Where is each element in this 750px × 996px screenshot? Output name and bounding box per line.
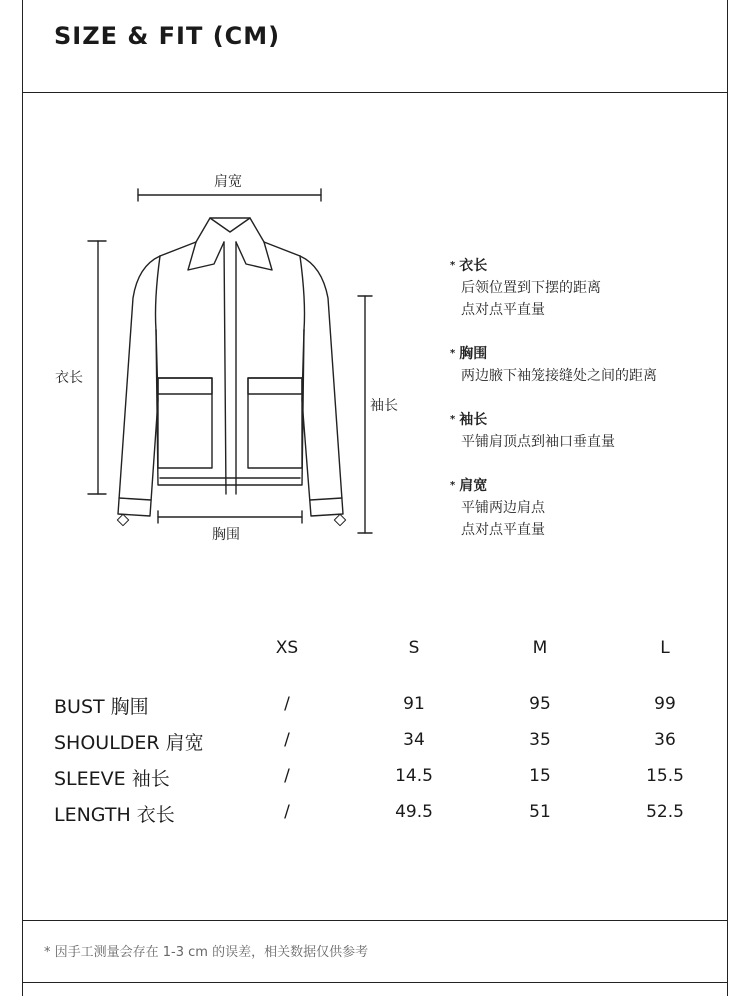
- row-label-shoulder: SHOULDER 肩宽: [54, 732, 204, 754]
- row-label-sleeve: SLEEVE 袖长: [54, 768, 170, 790]
- legend-bust: * 胸围 两边腋下袖笼接缝处之间的距离: [450, 346, 657, 384]
- legend-length: * 衣长 后领位置到下摆的距离 点对点平直量: [450, 258, 601, 318]
- cell-bust-l: 99: [654, 694, 676, 714]
- row-label-length: LENGTH 衣长: [54, 804, 175, 826]
- bust-label: 胸围: [212, 527, 240, 543]
- cell-bust-s: 91: [403, 694, 425, 714]
- column-header-m: M: [532, 638, 548, 658]
- cell-bust-xs: /: [284, 694, 290, 714]
- measurement-footnote: * 因手工测量会存在 1-3 cm 的误差，相关数据仅供参考: [44, 945, 369, 960]
- column-header-l: L: [660, 638, 670, 658]
- bottom-divider: [22, 982, 728, 983]
- page-title: SIZE & FIT (CM): [54, 22, 281, 50]
- length-measure-line: [88, 241, 106, 494]
- cell-length-m: 51: [529, 802, 551, 822]
- cell-sleeve-m: 15: [529, 766, 551, 786]
- cell-shoulder-xs: /: [284, 730, 290, 750]
- sleeve-label: 袖长: [370, 398, 398, 414]
- cell-length-s: 49.5: [395, 802, 433, 822]
- column-header-xs: XS: [275, 638, 299, 658]
- bust-measure-line: [158, 511, 302, 523]
- column-header-s: S: [408, 638, 420, 658]
- jacket-outline: [117, 218, 345, 526]
- footer-divider: [22, 920, 728, 921]
- cell-bust-m: 95: [529, 694, 551, 714]
- cell-shoulder-l: 36: [654, 730, 676, 750]
- cell-sleeve-l: 15.5: [646, 766, 684, 786]
- cell-shoulder-s: 34: [403, 730, 425, 750]
- row-label-bust: BUST 胸围: [54, 696, 149, 718]
- legend-sleeve: * 袖长 平铺肩顶点到袖口垂直量: [450, 412, 615, 450]
- cell-sleeve-xs: /: [284, 766, 290, 786]
- legend-shoulder: * 肩宽 平铺两边肩点 点对点平直量: [450, 478, 545, 538]
- cell-length-xs: /: [284, 802, 290, 822]
- cell-shoulder-m: 35: [529, 730, 551, 750]
- cell-sleeve-s: 14.5: [395, 766, 433, 786]
- cell-length-l: 52.5: [646, 802, 684, 822]
- length-label: 衣长: [55, 370, 83, 386]
- shoulder-label: 肩宽: [214, 174, 242, 190]
